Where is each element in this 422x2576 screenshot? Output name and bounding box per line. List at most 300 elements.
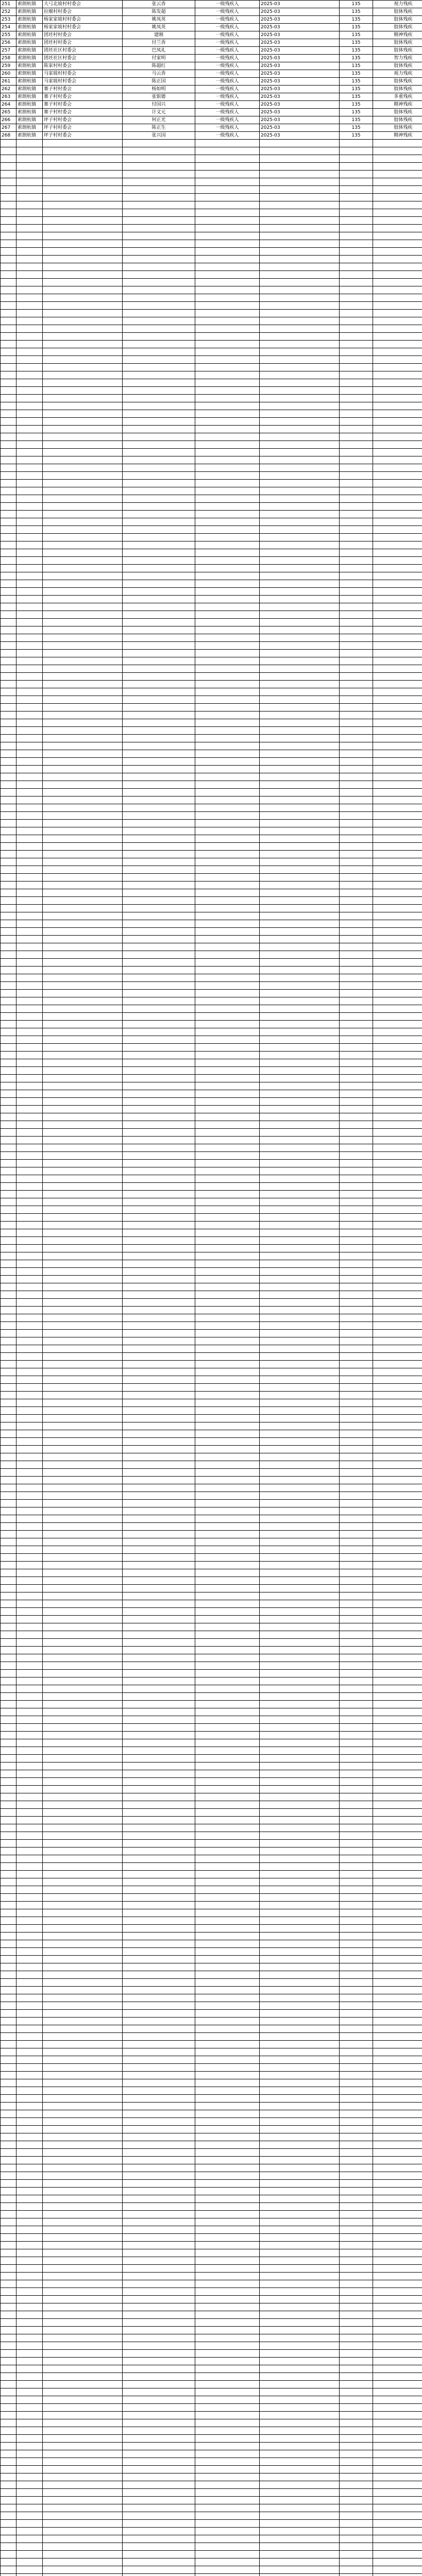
- row-date: [260, 186, 340, 194]
- row-town: [16, 1631, 43, 1639]
- row-name: [123, 2388, 195, 2396]
- row-name: [123, 1229, 195, 1237]
- row-date: [260, 1028, 340, 1036]
- row-date: [260, 1121, 340, 1129]
- row-town: [16, 1430, 43, 1438]
- row-amount: [340, 549, 373, 557]
- row-note: [373, 1685, 422, 1693]
- row-disability-type: [195, 511, 260, 518]
- row-village: [43, 2211, 123, 2218]
- row-date: [260, 812, 340, 820]
- row-village: [43, 1144, 123, 1152]
- table-row: [1, 1979, 422, 1987]
- row-name: [123, 1283, 195, 1291]
- table-row: [1, 557, 422, 565]
- row-village: [43, 371, 123, 379]
- row-date: [260, 1616, 340, 1623]
- table-row: [1, 1778, 422, 1786]
- row-date: 2025-03: [260, 39, 340, 47]
- row-amount: [340, 2002, 373, 2010]
- row-town: [16, 2242, 43, 2249]
- row-town: [16, 742, 43, 750]
- row-town: [16, 1245, 43, 1252]
- row-town: 索朗杭镇: [16, 101, 43, 109]
- table-row: [1, 882, 422, 889]
- row-disability-type: [195, 217, 260, 225]
- row-date: [260, 1562, 340, 1569]
- row-name: [123, 178, 195, 186]
- row-village: [43, 310, 123, 317]
- row-note: [373, 2048, 422, 2056]
- row-date: [260, 1075, 340, 1082]
- row-name: [123, 441, 195, 449]
- row-name: [123, 1028, 195, 1036]
- row-amount: [340, 2226, 373, 2234]
- row-town: [16, 2257, 43, 2265]
- row-disability-type: [195, 1994, 260, 2002]
- table-row: [1, 2126, 422, 2133]
- row-date: [260, 1090, 340, 1098]
- row-amount: [340, 1446, 373, 1453]
- row-note: [373, 1384, 422, 1392]
- row-town: [16, 1863, 43, 1871]
- row-village: [43, 804, 123, 812]
- row-note: [373, 549, 422, 557]
- row-town: [16, 2033, 43, 2041]
- row-date: [260, 997, 340, 1005]
- row-village: 团坯村村委会: [43, 39, 123, 47]
- row-number: [1, 526, 16, 534]
- row-amount: [340, 279, 373, 286]
- row-name: [123, 2110, 195, 2118]
- row-name: [123, 155, 195, 163]
- row-number: [1, 2172, 16, 2180]
- row-number: [1, 1106, 16, 1113]
- row-number: 266: [1, 116, 16, 124]
- table-row: [1, 2195, 422, 2203]
- row-town: [16, 1044, 43, 1052]
- table-row: [1, 2288, 422, 2296]
- row-village: [43, 2512, 123, 2520]
- row-number: [1, 2103, 16, 2110]
- row-name: [123, 650, 195, 657]
- table-row: [1, 1144, 422, 1152]
- row-disability-type: [195, 2110, 260, 2118]
- row-disability-type: [195, 1523, 260, 1531]
- row-amount: [340, 634, 373, 642]
- row-town: [16, 1639, 43, 1647]
- row-date: [260, 2188, 340, 2195]
- row-name: [123, 1979, 195, 1987]
- table-row: [1, 503, 422, 511]
- row-number: 267: [1, 124, 16, 132]
- row-note: [373, 2373, 422, 2381]
- row-village: 寨子村村委会: [43, 101, 123, 109]
- row-note: [373, 1167, 422, 1175]
- row-date: [260, 688, 340, 696]
- row-number: [1, 1137, 16, 1144]
- row-village: [43, 294, 123, 302]
- row-name: [123, 1021, 195, 1028]
- row-name: [123, 1631, 195, 1639]
- row-name: [123, 1538, 195, 1546]
- row-note: [373, 1044, 422, 1052]
- row-note: [373, 263, 422, 271]
- table-row: [1, 464, 422, 472]
- row-number: [1, 1167, 16, 1175]
- row-name: [123, 1716, 195, 1724]
- row-disability-type: [195, 920, 260, 928]
- table-row: [1, 2520, 422, 2528]
- row-disability-type: [195, 1786, 260, 1793]
- row-date: 2025-03: [260, 24, 340, 31]
- row-disability-type: [195, 248, 260, 256]
- table-row: [1, 2450, 422, 2458]
- row-village: [43, 1430, 123, 1438]
- row-amount: [340, 2010, 373, 2018]
- table-row: [1, 1886, 422, 1894]
- row-note: [373, 1322, 422, 1330]
- row-name: [123, 897, 195, 905]
- row-note: [373, 796, 422, 804]
- row-village: [43, 936, 123, 943]
- row-village: [43, 2180, 123, 2188]
- row-name: [123, 1878, 195, 1886]
- row-amount: 135: [340, 55, 373, 62]
- row-town: [16, 2025, 43, 2033]
- row-note: [373, 248, 422, 256]
- row-disability-type: [195, 2358, 260, 2365]
- row-note: [373, 1368, 422, 1376]
- table-row: [1, 31, 422, 39]
- row-amount: [340, 2404, 373, 2412]
- row-name: [123, 2481, 195, 2489]
- row-date: [260, 240, 340, 248]
- row-village: [43, 1600, 123, 1608]
- row-name: [123, 874, 195, 882]
- row-village: [43, 1098, 123, 1106]
- row-town: [16, 990, 43, 997]
- table-row: [1, 1106, 422, 1113]
- row-note: [373, 1137, 422, 1144]
- table-row: [1, 163, 422, 171]
- row-number: [1, 2334, 16, 2342]
- row-name: [123, 2558, 195, 2566]
- row-amount: [340, 2311, 373, 2319]
- row-name: [123, 186, 195, 194]
- row-name: [123, 1971, 195, 1979]
- row-date: [260, 2543, 340, 2551]
- row-town: [16, 1021, 43, 1028]
- row-number: [1, 2218, 16, 2226]
- row-number: 257: [1, 47, 16, 55]
- row-town: [16, 1090, 43, 1098]
- row-amount: [340, 2280, 373, 2288]
- row-disability-type: [195, 603, 260, 611]
- row-number: [1, 1956, 16, 1963]
- row-date: 2025-03: [260, 55, 340, 62]
- row-number: [1, 1144, 16, 1152]
- row-disability-type: [195, 1137, 260, 1144]
- row-village: [43, 665, 123, 673]
- row-disability-type: [195, 256, 260, 263]
- row-note: [373, 147, 422, 155]
- row-village: [43, 650, 123, 657]
- table-row: [1, 2427, 422, 2435]
- row-amount: 135: [340, 124, 373, 132]
- row-number: [1, 997, 16, 1005]
- row-amount: [340, 1245, 373, 1252]
- row-village: [43, 2489, 123, 2497]
- row-number: [1, 1484, 16, 1492]
- row-date: [260, 1422, 340, 1430]
- row-village: 坪子村村委会: [43, 132, 123, 140]
- row-note: [373, 2427, 422, 2435]
- row-disability-type: 一级残疾人: [195, 93, 260, 101]
- row-date: [260, 1971, 340, 1979]
- row-village: [43, 395, 123, 402]
- row-name: [123, 2157, 195, 2164]
- row-disability-type: [195, 1662, 260, 1670]
- table-row: [1, 333, 422, 341]
- row-disability-type: [195, 2242, 260, 2249]
- table-row: [1, 1608, 422, 1616]
- row-disability-type: [195, 781, 260, 789]
- row-name: [123, 2404, 195, 2412]
- row-village: [43, 317, 123, 325]
- table-row: [1, 1732, 422, 1739]
- row-town: [16, 843, 43, 851]
- row-disability-type: [195, 2172, 260, 2180]
- row-note: [373, 1840, 422, 1848]
- row-name: [123, 1252, 195, 1260]
- row-disability-type: [195, 2489, 260, 2497]
- row-name: [123, 1762, 195, 1770]
- row-name: [123, 2358, 195, 2365]
- row-date: [260, 1770, 340, 1778]
- row-village: [43, 2203, 123, 2211]
- row-disability-type: [195, 263, 260, 271]
- row-disability-type: [195, 356, 260, 364]
- row-village: [43, 1067, 123, 1075]
- row-note: [373, 2466, 422, 2473]
- row-note: [373, 1848, 422, 1855]
- row-note: 精神残疾: [373, 101, 422, 109]
- row-date: [260, 2381, 340, 2388]
- row-town: [16, 472, 43, 480]
- row-town: [16, 2319, 43, 2327]
- row-amount: [340, 2103, 373, 2110]
- row-note: [373, 1059, 422, 1067]
- row-name: [123, 2064, 195, 2072]
- row-disability-type: [195, 967, 260, 974]
- table-row: [1, 951, 422, 959]
- row-number: [1, 171, 16, 178]
- row-amount: 135: [340, 78, 373, 86]
- row-amount: [340, 1801, 373, 1809]
- row-town: [16, 2296, 43, 2303]
- row-amount: 135: [340, 132, 373, 140]
- row-date: [260, 634, 340, 642]
- row-name: [123, 449, 195, 456]
- row-disability-type: [195, 758, 260, 766]
- row-amount: [340, 2079, 373, 2087]
- row-village: [43, 1670, 123, 1677]
- row-date: [260, 1685, 340, 1693]
- row-disability-type: [195, 2203, 260, 2211]
- table-row: [1, 928, 422, 936]
- row-town: [16, 1925, 43, 1933]
- row-number: [1, 2018, 16, 2025]
- row-disability-type: [195, 2010, 260, 2018]
- row-town: [16, 418, 43, 426]
- row-number: [1, 147, 16, 155]
- row-name: [123, 2350, 195, 2358]
- row-disability-type: [195, 1956, 260, 1963]
- row-note: [373, 1500, 422, 1507]
- row-number: [1, 495, 16, 503]
- table-row: [1, 47, 422, 55]
- row-disability-type: [195, 2427, 260, 2435]
- row-note: [373, 1863, 422, 1871]
- row-disability-type: [195, 1090, 260, 1098]
- row-number: [1, 1361, 16, 1368]
- row-note: [373, 2226, 422, 2234]
- row-amount: [340, 1701, 373, 1708]
- row-village: [43, 866, 123, 874]
- row-amount: [340, 1052, 373, 1059]
- row-date: [260, 1500, 340, 1507]
- row-name: [123, 1106, 195, 1113]
- row-date: [260, 1330, 340, 1337]
- row-village: [43, 1956, 123, 1963]
- row-disability-type: [195, 596, 260, 603]
- table-row: [1, 348, 422, 356]
- row-number: [1, 2497, 16, 2504]
- row-date: [260, 1917, 340, 1925]
- row-town: [16, 2203, 43, 2211]
- row-name: [123, 1724, 195, 1732]
- row-amount: [340, 1160, 373, 1167]
- row-note: [373, 2195, 422, 2203]
- row-disability-type: [195, 348, 260, 356]
- row-village: [43, 1407, 123, 1415]
- row-town: [16, 2520, 43, 2528]
- row-date: [260, 1585, 340, 1592]
- row-number: [1, 2257, 16, 2265]
- table-row: [1, 2018, 422, 2025]
- row-village: [43, 1044, 123, 1052]
- row-name: [123, 1191, 195, 1198]
- row-date: [260, 1933, 340, 1940]
- row-date: [260, 163, 340, 171]
- row-name: [123, 1152, 195, 1160]
- row-disability-type: [195, 766, 260, 773]
- row-date: [260, 1392, 340, 1399]
- row-note: [373, 1283, 422, 1291]
- table-row: [1, 534, 422, 541]
- row-town: [16, 1167, 43, 1175]
- row-disability-type: [195, 1933, 260, 1940]
- row-note: [373, 1793, 422, 1801]
- row-date: [260, 1399, 340, 1407]
- row-number: [1, 1492, 16, 1500]
- row-name: [123, 1732, 195, 1739]
- table-row: [1, 2512, 422, 2520]
- row-amount: [340, 2551, 373, 2558]
- row-town: [16, 1848, 43, 1855]
- row-disability-type: [195, 789, 260, 796]
- row-town: [16, 1121, 43, 1129]
- row-name: [123, 2002, 195, 2010]
- row-town: [16, 2265, 43, 2273]
- row-disability-type: [195, 1067, 260, 1075]
- row-number: [1, 341, 16, 348]
- row-date: [260, 936, 340, 943]
- table-row: [1, 2435, 422, 2443]
- row-name: [123, 588, 195, 596]
- row-amount: [340, 773, 373, 781]
- row-town: [16, 2381, 43, 2388]
- row-town: [16, 2466, 43, 2473]
- row-note: [373, 1871, 422, 1878]
- row-town: [16, 341, 43, 348]
- row-village: [43, 2188, 123, 2195]
- row-date: [260, 325, 340, 333]
- row-note: [373, 1531, 422, 1538]
- table-row: [1, 1647, 422, 1654]
- row-date: [260, 1052, 340, 1059]
- row-name: [123, 1082, 195, 1090]
- row-note: [373, 2473, 422, 2481]
- row-disability-type: [195, 1446, 260, 1453]
- row-town: [16, 279, 43, 286]
- table-row: [1, 1237, 422, 1245]
- row-disability-type: [195, 750, 260, 758]
- table-row: [1, 16, 422, 24]
- row-village: [43, 1515, 123, 1523]
- row-date: [260, 1639, 340, 1647]
- row-amount: [340, 1940, 373, 1948]
- row-date: [260, 1894, 340, 1902]
- row-amount: [340, 2056, 373, 2064]
- row-date: [260, 2535, 340, 2543]
- row-name: [123, 1222, 195, 1229]
- table-row: [1, 820, 422, 827]
- row-disability-type: [195, 1368, 260, 1376]
- row-number: [1, 1979, 16, 1987]
- row-disability-type: [195, 2195, 260, 2203]
- row-date: [260, 503, 340, 511]
- row-name: [123, 735, 195, 742]
- row-number: [1, 2520, 16, 2528]
- row-town: [16, 232, 43, 240]
- table-row: [1, 2319, 422, 2327]
- row-village: [43, 997, 123, 1005]
- row-name: [123, 256, 195, 263]
- row-date: [260, 541, 340, 549]
- row-town: [16, 140, 43, 147]
- row-note: [373, 1909, 422, 1917]
- row-village: [43, 1762, 123, 1770]
- table-row: [1, 1716, 422, 1724]
- row-note: [373, 371, 422, 379]
- row-number: 263: [1, 93, 16, 101]
- row-note: [373, 518, 422, 526]
- row-note: [373, 2419, 422, 2427]
- row-amount: [340, 943, 373, 951]
- row-note: [373, 1098, 422, 1106]
